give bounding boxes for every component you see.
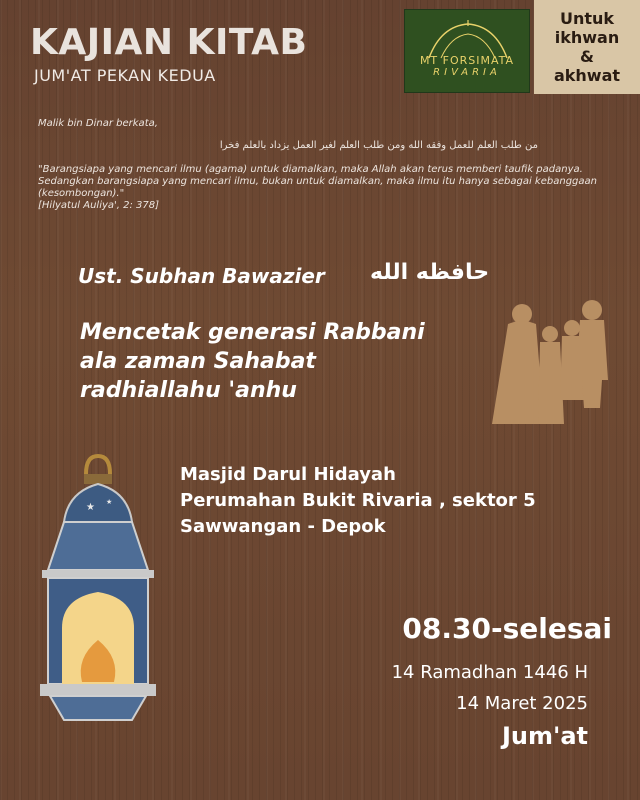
ramadan-lantern-icon — [34, 452, 164, 732]
event-title: KAJIAN KITAB — [30, 22, 308, 63]
organizer-logo — [404, 9, 530, 93]
event-day: Jum'at — [501, 722, 588, 750]
gregorian-date: 14 Maret 2025 — [456, 693, 588, 714]
venue-line: Sawwangan - Depok — [180, 516, 386, 537]
quote-body: "Barangsiapa yang mencari ilmu (agama) untuk diamalkan, maka Allah akan terus memberi taufik padanya. Sedangkan barangsiapa yang mencari ilmu, bukan untuk diamalkan, maka ilmu itu hanya sebagai kebanggaan (kesombongan)." — [38, 164, 597, 199]
audience-line: akhwat — [553, 66, 621, 85]
audience-line: & — [580, 47, 594, 66]
quote-source: [Hilyatul Auliya', 2: 378] — [38, 200, 160, 211]
theme-line: ala zaman Sahabat — [80, 349, 316, 374]
quote-intro: Malik bin Dinar berkata, — [38, 118, 158, 129]
audience-badge — [534, 0, 640, 94]
speaker-name: Ust. Subhan Bawazier — [78, 264, 325, 288]
venue-address — [180, 462, 536, 540]
theme-line: radhiallahu 'anhu — [80, 378, 297, 403]
hijri-date: 14 Ramadhan 1446 H — [391, 662, 588, 683]
organizer-name: MT FORSIMATA — [419, 54, 515, 67]
theme-title — [80, 318, 460, 405]
quote-arabic: من طلب العلم للعمل وفقه الله ومن طلب العلم لغير العمل يزداد بالعلم فخرا — [219, 140, 538, 151]
svg-text:★: ★ — [86, 502, 95, 513]
theme-line: Mencetak generasi Rabbani — [80, 320, 425, 345]
venue-line: Perumahan Bukit Rivaria , sektor 5 — [180, 490, 536, 511]
audience-line: ikhwan — [554, 28, 620, 47]
venue-line: Masjid Darul Hidayah — [180, 464, 396, 485]
organizer-sub: RIVARIA — [433, 67, 501, 78]
speaker-honorific: حافظه الله — [370, 260, 490, 285]
family-silhouette-icon — [488, 300, 610, 424]
event-subtitle: JUM'AT PEKAN KEDUA — [34, 66, 216, 85]
audience-line: Untuk — [559, 9, 615, 28]
quote-text — [38, 164, 598, 212]
svg-text:★: ★ — [106, 498, 113, 506]
event-time: 08.30-selesai — [402, 612, 612, 645]
